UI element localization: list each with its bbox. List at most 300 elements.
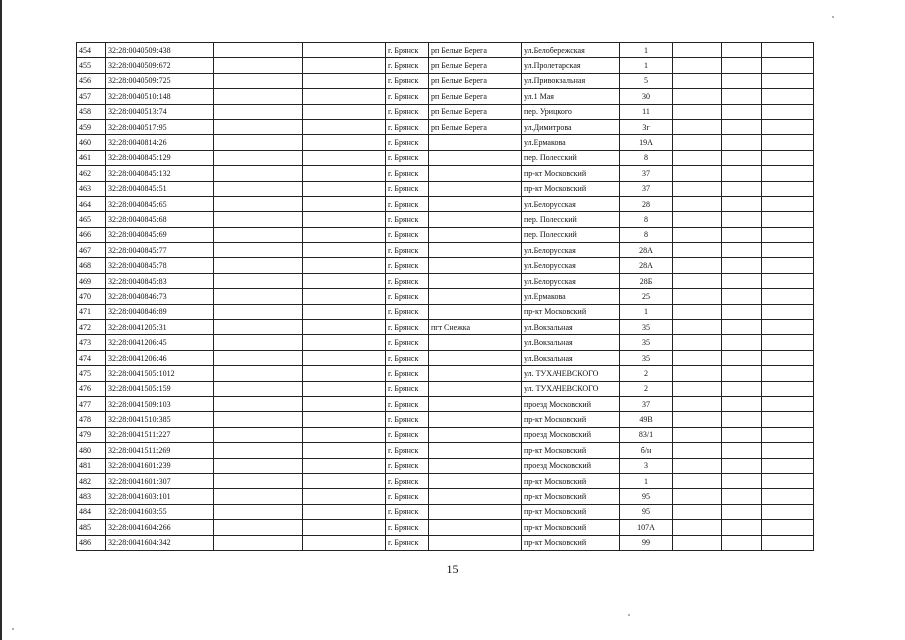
cell-settlement [429,427,522,442]
cell-cadastral-number: 32:28:0041505:1012 [106,366,214,381]
cell-city: г. Брянск [386,473,429,488]
cell-empty-col-b [303,289,386,304]
cell-cadastral-number: 32:28:0041603:101 [106,489,214,504]
cell-street: ул. ТУХАЧЕВСКОГО [522,381,620,396]
cell-cadastral-number: 32:28:0040513:74 [106,104,214,119]
cell-house-number: 28А [620,258,673,273]
cell-empty-col-c [673,73,722,88]
table-row [77,396,814,411]
table-row [77,304,814,319]
cell-house-number: 2 [620,366,673,381]
cell-house-number: 19А [620,135,673,150]
cell-empty-col-a [214,243,303,258]
cell-cadastral-number: 32:28:0041601:307 [106,473,214,488]
cell-empty-col-c [673,473,722,488]
cell-empty-col-d [722,366,762,381]
cell-empty-col-c [673,489,722,504]
cell-street: ул.Вокзальная [522,320,620,335]
scan-speck [832,16,834,18]
cell-empty-col-b [303,396,386,411]
cell-settlement [429,135,522,150]
cell-settlement [429,473,522,488]
cell-city: г. Брянск [386,520,429,535]
cell-row-number: 462 [77,166,106,181]
cell-settlement [429,335,522,350]
cell-cadastral-number: 32:28:0041603:55 [106,504,214,519]
cell-empty-col-b [303,258,386,273]
cell-empty-col-d [722,350,762,365]
cell-house-number: 1 [620,43,673,58]
cell-settlement [429,166,522,181]
cell-street: пер. Полесский [522,227,620,242]
cell-empty-col-b [303,535,386,550]
cell-house-number: 35 [620,320,673,335]
table-row [77,73,814,88]
cell-city: г. Брянск [386,73,429,88]
cell-empty-col-a [214,227,303,242]
cell-empty-col-e [762,304,814,319]
cell-empty-col-b [303,427,386,442]
cell-empty-col-a [214,104,303,119]
cell-city: г. Брянск [386,89,429,104]
cell-empty-col-e [762,119,814,134]
cell-empty-col-d [722,43,762,58]
cell-empty-col-b [303,335,386,350]
cell-empty-col-d [722,181,762,196]
table-row [77,227,814,242]
table-row [77,412,814,427]
cell-settlement [429,412,522,427]
cell-city: г. Брянск [386,381,429,396]
cell-empty-col-d [722,166,762,181]
cell-city: г. Брянск [386,412,429,427]
cell-empty-col-d [722,335,762,350]
cell-cadastral-number: 32:28:0040814:26 [106,135,214,150]
cell-cadastral-number: 32:28:0040846:89 [106,304,214,319]
cell-empty-col-b [303,196,386,211]
table-row [77,150,814,165]
cell-house-number: 5 [620,73,673,88]
cell-empty-col-e [762,350,814,365]
cell-empty-col-c [673,150,722,165]
cell-house-number: б/н [620,443,673,458]
cell-empty-col-d [722,104,762,119]
table-row [77,504,814,519]
cell-house-number: 30 [620,89,673,104]
cell-row-number: 467 [77,243,106,258]
cell-cadastral-number: 32:28:0041604:266 [106,520,214,535]
cell-empty-col-b [303,381,386,396]
cell-empty-col-c [673,58,722,73]
table-row [77,212,814,227]
cell-city: г. Брянск [386,166,429,181]
cell-empty-col-d [722,289,762,304]
cell-empty-col-e [762,212,814,227]
cell-empty-col-e [762,150,814,165]
cell-empty-col-e [762,166,814,181]
cell-empty-col-a [214,458,303,473]
cell-empty-col-a [214,273,303,288]
cell-city: г. Брянск [386,58,429,73]
cell-cadastral-number: 32:28:0040845:68 [106,212,214,227]
cell-empty-col-a [214,304,303,319]
cell-empty-col-d [722,427,762,442]
cell-street: пр-кт Московский [522,304,620,319]
cell-empty-col-a [214,43,303,58]
cell-empty-col-e [762,504,814,519]
cell-empty-col-c [673,381,722,396]
cell-cadastral-number: 32:28:0040845:69 [106,227,214,242]
cell-street: ул.Ермакова [522,135,620,150]
cell-city: г. Брянск [386,104,429,119]
cell-empty-col-e [762,335,814,350]
cell-empty-col-e [762,320,814,335]
cell-empty-col-e [762,489,814,504]
cell-city: г. Брянск [386,458,429,473]
cell-empty-col-c [673,320,722,335]
cell-cadastral-number: 32:28:0041604:342 [106,535,214,550]
cell-cadastral-number: 32:28:0041205:31 [106,320,214,335]
cell-row-number: 456 [77,73,106,88]
cell-empty-col-b [303,489,386,504]
cell-empty-col-c [673,212,722,227]
cell-empty-col-a [214,504,303,519]
cell-settlement [429,443,522,458]
table-row [77,427,814,442]
cell-empty-col-d [722,458,762,473]
cell-settlement [429,350,522,365]
cell-empty-col-e [762,473,814,488]
cell-street: ул.Привокзальная [522,73,620,88]
cell-empty-col-c [673,335,722,350]
cell-row-number: 468 [77,258,106,273]
cell-street: проезд Московский [522,458,620,473]
cell-empty-col-d [722,381,762,396]
cell-house-number: 49В [620,412,673,427]
cell-empty-col-d [722,443,762,458]
cell-settlement [429,150,522,165]
cell-empty-col-a [214,366,303,381]
cell-street: проезд Московский [522,427,620,442]
cell-empty-col-d [722,243,762,258]
cell-settlement [429,366,522,381]
cell-row-number: 458 [77,104,106,119]
cell-empty-col-b [303,504,386,519]
table-row [77,381,814,396]
cell-empty-col-e [762,535,814,550]
cell-cadastral-number: 32:28:0041509:103 [106,396,214,411]
cell-row-number: 473 [77,335,106,350]
cell-empty-col-a [214,196,303,211]
cell-row-number: 486 [77,535,106,550]
cell-city: г. Брянск [386,258,429,273]
cell-street: ул. ТУХАЧЕВСКОГО [522,366,620,381]
cell-row-number: 463 [77,181,106,196]
cell-empty-col-c [673,243,722,258]
cell-empty-col-a [214,289,303,304]
cell-empty-col-e [762,58,814,73]
cell-empty-col-c [673,443,722,458]
cell-settlement [429,243,522,258]
cell-empty-col-a [214,520,303,535]
cell-empty-col-b [303,43,386,58]
cell-cadastral-number: 32:28:0041601:239 [106,458,214,473]
cell-empty-col-b [303,58,386,73]
cell-empty-col-a [214,489,303,504]
cell-house-number: 28Б [620,273,673,288]
page-number: 15 [446,562,459,576]
cell-empty-col-c [673,427,722,442]
cell-cadastral-number: 32:28:0040846:73 [106,289,214,304]
cell-empty-col-e [762,412,814,427]
cell-empty-col-a [214,427,303,442]
cell-cadastral-number: 32:28:0041510:385 [106,412,214,427]
cell-city: г. Брянск [386,350,429,365]
table-row [77,520,814,535]
cell-empty-col-b [303,473,386,488]
cell-empty-col-c [673,181,722,196]
cell-row-number: 475 [77,366,106,381]
cell-city: г. Брянск [386,135,429,150]
cell-row-number: 454 [77,43,106,58]
cell-street: пр-кт Московский [522,520,620,535]
cell-empty-col-e [762,258,814,273]
cell-empty-col-b [303,443,386,458]
cell-row-number: 481 [77,458,106,473]
cell-empty-col-c [673,396,722,411]
cell-city: г. Брянск [386,504,429,519]
cell-empty-col-a [214,381,303,396]
cell-empty-col-c [673,258,722,273]
cell-house-number: 3 [620,458,673,473]
cell-street: пер. Полесский [522,212,620,227]
cell-empty-col-e [762,104,814,119]
cell-settlement [429,273,522,288]
table-row [77,366,814,381]
cell-house-number: 95 [620,489,673,504]
cell-row-number: 474 [77,350,106,365]
cell-empty-col-b [303,412,386,427]
cell-empty-col-e [762,181,814,196]
cell-street: пр-кт Московский [522,473,620,488]
cell-empty-col-b [303,243,386,258]
cadastral-table [76,42,814,551]
cell-cadastral-number: 32:28:0040845:65 [106,196,214,211]
cell-row-number: 471 [77,304,106,319]
cell-street: ул.Вокзальная [522,335,620,350]
cell-city: г. Брянск [386,366,429,381]
cell-empty-col-e [762,381,814,396]
cell-empty-col-c [673,196,722,211]
cell-empty-col-c [673,504,722,519]
cell-city: г. Брянск [386,273,429,288]
cell-settlement [429,458,522,473]
cell-settlement [429,227,522,242]
cell-city: г. Брянск [386,396,429,411]
table-row [77,43,814,58]
cell-house-number: 3г [620,119,673,134]
cell-row-number: 482 [77,473,106,488]
cell-empty-col-a [214,73,303,88]
cell-empty-col-b [303,73,386,88]
cell-empty-col-a [214,396,303,411]
cell-house-number: 107А [620,520,673,535]
table-row [77,166,814,181]
cell-cadastral-number: 32:28:0041511:227 [106,427,214,442]
cell-row-number: 460 [77,135,106,150]
cell-row-number: 469 [77,273,106,288]
table-row [77,289,814,304]
cell-settlement [429,504,522,519]
cell-settlement: рп Белые Берега [429,119,522,134]
cell-empty-col-d [722,73,762,88]
cell-empty-col-e [762,243,814,258]
cell-empty-col-a [214,135,303,150]
cell-empty-col-d [722,58,762,73]
cell-cadastral-number: 32:28:0040845:129 [106,150,214,165]
cell-settlement: рп Белые Берега [429,58,522,73]
table-row [77,273,814,288]
table-row [77,104,814,119]
cell-cadastral-number: 32:28:0040845:77 [106,243,214,258]
cell-empty-col-b [303,227,386,242]
cell-empty-col-a [214,412,303,427]
cell-street: ул.Димитрова [522,119,620,134]
cell-house-number: 99 [620,535,673,550]
cell-empty-col-c [673,273,722,288]
cell-empty-col-c [673,43,722,58]
cell-house-number: 37 [620,181,673,196]
cell-cadastral-number: 32:28:0041511:269 [106,443,214,458]
cell-empty-col-d [722,227,762,242]
cell-city: г. Брянск [386,304,429,319]
cell-empty-col-d [722,396,762,411]
table-row [77,458,814,473]
cell-cadastral-number: 32:28:0040510:148 [106,89,214,104]
cell-settlement [429,181,522,196]
cell-row-number: 457 [77,89,106,104]
table-row [77,350,814,365]
cell-street: ул.Белорусская [522,258,620,273]
cell-empty-col-b [303,458,386,473]
cell-street: ул.Белобережская [522,43,620,58]
cell-cadastral-number: 32:28:0040509:672 [106,58,214,73]
cell-empty-col-e [762,289,814,304]
scan-speck [12,628,14,630]
cell-street: пр-кт Московский [522,181,620,196]
cell-settlement [429,520,522,535]
table-row [77,320,814,335]
cell-empty-col-c [673,458,722,473]
cell-empty-col-c [673,535,722,550]
cell-settlement [429,258,522,273]
cell-street: ул.Белорусская [522,196,620,211]
cell-city: г. Брянск [386,427,429,442]
cell-empty-col-b [303,520,386,535]
cell-empty-col-e [762,443,814,458]
cell-street: пер. Полесский [522,150,620,165]
table-row [77,89,814,104]
table-row [77,489,814,504]
cell-settlement: рп Белые Берега [429,73,522,88]
cell-row-number: 483 [77,489,106,504]
cell-empty-col-b [303,89,386,104]
table-row [77,473,814,488]
cell-house-number: 8 [620,150,673,165]
cell-city: г. Брянск [386,212,429,227]
cell-empty-col-c [673,304,722,319]
cell-city: г. Брянск [386,243,429,258]
cell-settlement [429,489,522,504]
cell-street: пр-кт Московский [522,166,620,181]
cell-empty-col-b [303,181,386,196]
cell-row-number: 472 [77,320,106,335]
cell-empty-col-a [214,320,303,335]
cell-empty-col-e [762,273,814,288]
cell-empty-col-d [722,258,762,273]
cell-empty-col-c [673,135,722,150]
cell-empty-col-e [762,427,814,442]
cell-empty-col-b [303,320,386,335]
cell-empty-col-c [673,412,722,427]
table-row [77,181,814,196]
cell-empty-col-c [673,89,722,104]
cell-row-number: 455 [77,58,106,73]
cell-row-number: 484 [77,504,106,519]
cell-empty-col-a [214,258,303,273]
cell-row-number: 470 [77,289,106,304]
scan-edge [0,0,2,640]
cell-empty-col-e [762,89,814,104]
cell-cadastral-number: 32:28:0040845:78 [106,258,214,273]
cell-street: пр-кт Московский [522,489,620,504]
cell-city: г. Брянск [386,335,429,350]
cell-street: пер. Урицкого [522,104,620,119]
cell-settlement: рп Белые Берега [429,89,522,104]
cell-house-number: 83/1 [620,427,673,442]
cell-empty-col-b [303,104,386,119]
table-row [77,258,814,273]
cell-row-number: 476 [77,381,106,396]
cell-house-number: 35 [620,335,673,350]
table-row [77,119,814,134]
table-row [77,243,814,258]
cell-street: пр-кт Московский [522,504,620,519]
cell-settlement [429,304,522,319]
cell-empty-col-e [762,396,814,411]
cell-house-number: 37 [620,166,673,181]
cell-empty-col-b [303,304,386,319]
table-body [77,43,814,551]
cell-street: ул.Вокзальная [522,350,620,365]
cell-settlement [429,396,522,411]
cell-street: ул.1 Мая [522,89,620,104]
cell-empty-col-a [214,181,303,196]
cell-settlement [429,212,522,227]
cell-empty-col-d [722,520,762,535]
cell-empty-col-a [214,150,303,165]
cell-empty-col-a [214,335,303,350]
cell-empty-col-b [303,350,386,365]
cell-cadastral-number: 32:28:0041505:159 [106,381,214,396]
cell-row-number: 459 [77,119,106,134]
cell-city: г. Брянск [386,489,429,504]
table-row [77,535,814,550]
cell-empty-col-c [673,366,722,381]
cell-empty-col-d [722,119,762,134]
cell-cadastral-number: 32:28:0040845:83 [106,273,214,288]
cell-settlement [429,535,522,550]
